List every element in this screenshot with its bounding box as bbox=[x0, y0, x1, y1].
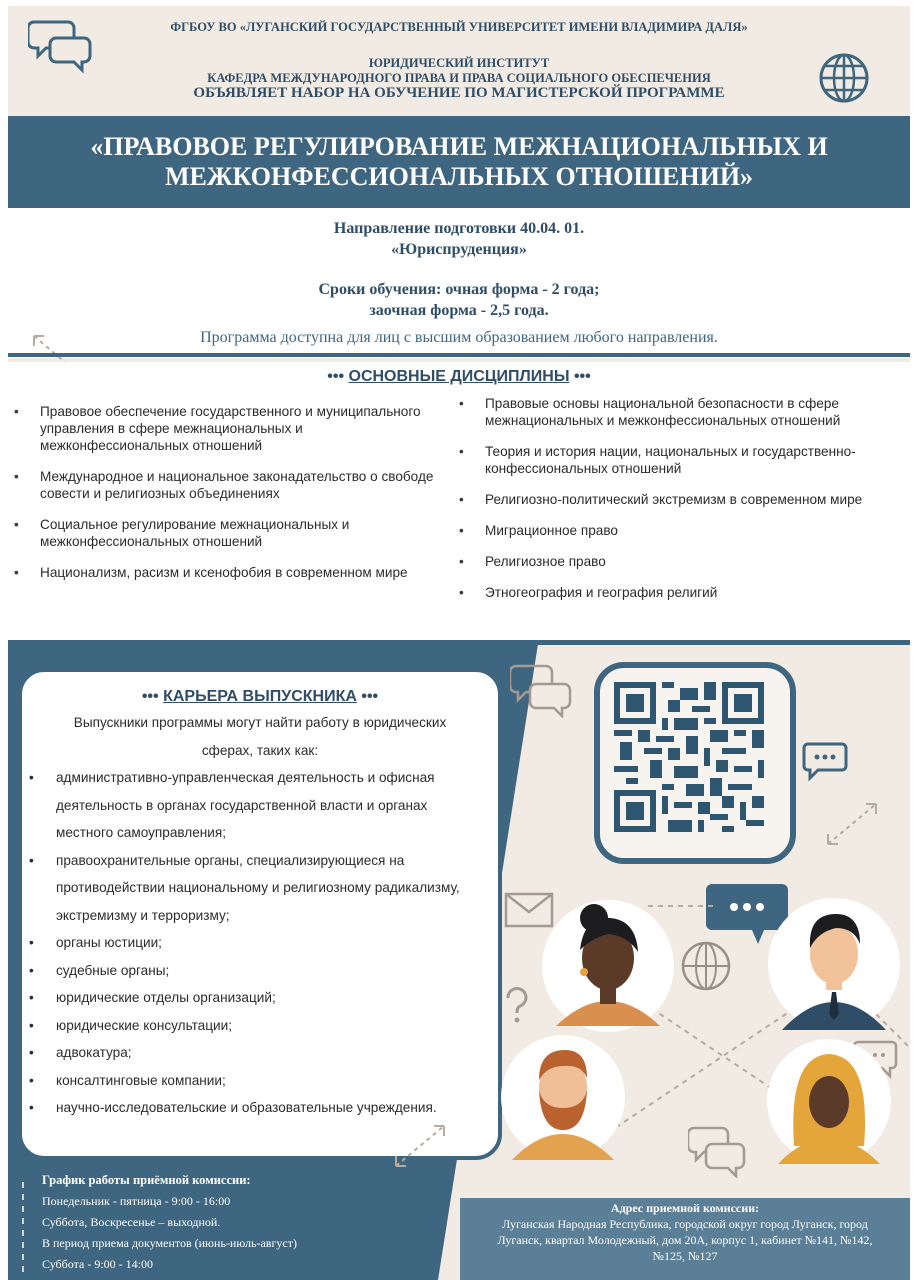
poster bbox=[8, 6, 910, 1280]
double-arrow-icon bbox=[824, 800, 880, 848]
dashed-marker bbox=[20, 1182, 26, 1272]
list-item: • правоохранительные органы, специализирующиеся на противодействии национальному и религиозному радикализму, экстремизму и терроризму; bbox=[26, 847, 476, 930]
career-title: ••• КАРЬЕРА ВЫПУСКНИКА ••• bbox=[141, 688, 379, 705]
person-hijab-woman-avatar bbox=[764, 1036, 894, 1166]
list-item: • адвокатура; bbox=[26, 1039, 476, 1067]
divider-top bbox=[8, 353, 910, 357]
program-title bbox=[8, 116, 910, 208]
career-intro-line2: сферах, таких как: bbox=[201, 742, 319, 758]
address-block bbox=[460, 1198, 910, 1280]
disciplines-title: ••• ОСНОВНЫЕ ДИСЦИПЛИНЫ ••• bbox=[327, 368, 591, 385]
direction-line1: Направление подготовки 40.04. 01. bbox=[333, 220, 585, 237]
list-item: • Международное и национальное законадательство о свободе совести и религиозных объединениях bbox=[10, 468, 450, 502]
program-title-line2: МЕЖКОНФЕССИОНАЛЬНЫХ ОТНОШЕНИЙ» bbox=[164, 162, 754, 191]
ellipsis-bubble-icon bbox=[802, 740, 848, 782]
program-title-line1: «ПРАВОВОЕ РЕГУЛИРОВАНИЕ МЕЖНАЦИОНАЛЬНЫХ И bbox=[90, 132, 828, 161]
person-bearded-man-avatar bbox=[498, 1032, 628, 1162]
list-item: • Правовое обеспечение государственного и муниципального управления в сфере межнациональных и межконфессиональных отношений bbox=[10, 403, 450, 454]
list-item: • юридические отделы организаций; bbox=[26, 984, 476, 1012]
schedule-weekdays: Понедельник - пятница - 9:00 - 16:00 bbox=[42, 1194, 231, 1208]
list-item: • Теория и история нации, национальных и государственно-конфессиональных отношений bbox=[455, 443, 910, 477]
career-list bbox=[26, 764, 476, 1122]
announce-text: ОБЪЯВЛЯЕТ НАБОР НА ОБУЧЕНИЕ ПО МАГИСТЕРСКОЙ ПРОГРАММЕ bbox=[193, 85, 725, 101]
chat-bubbles-icon bbox=[510, 662, 574, 718]
address-line3: №125, №127 bbox=[652, 1249, 718, 1263]
schedule-period: В период приема документов (июнь-июль-август) bbox=[42, 1236, 297, 1250]
career-intro-line1: Выпускники программы могут найти работу в юридических bbox=[73, 715, 447, 730]
person-woman-avatar bbox=[538, 896, 678, 1036]
schedule-weekend: Суббота, Воскресенье – выходной. bbox=[42, 1215, 221, 1229]
terms-line2: заочная форма - 2,5 года. bbox=[369, 302, 549, 319]
availability-text: Программа доступна для лиц с высшим образованием любого направления. bbox=[200, 329, 718, 346]
schedule-title: График работы приёмной комиссии: bbox=[42, 1173, 251, 1187]
list-item: • Миграционное право bbox=[455, 522, 910, 539]
list-item: • административно-управленческая деятельность и офисная деятельность в органах государственной власти и органах местного самоуправления; bbox=[26, 764, 476, 847]
address-title: Адрес приемной комиссии: bbox=[610, 1201, 760, 1215]
address-line2: Луганск, квартал Молодежный, дом 20А, корпус 1, кабинет №141, №142, bbox=[497, 1233, 873, 1247]
schedule-saturday: Суббота - 9:00 - 14:00 bbox=[42, 1257, 153, 1271]
address-line1: Луганская Народная Республика, городской округ город Луганск, город bbox=[502, 1217, 868, 1231]
qr-code bbox=[614, 682, 764, 832]
terms-line1: Сроки обучения: очная форма - 2 года; bbox=[318, 281, 600, 298]
direction-line2: «Юриспруденция» bbox=[391, 241, 527, 258]
program-info bbox=[8, 208, 910, 358]
list-item: • Этногеография и география религий bbox=[455, 584, 910, 601]
list-item: • Социальное регулирование межнациональных и межконфессиональных отношений bbox=[10, 516, 450, 550]
list-item: • консалтинговые компании; bbox=[26, 1067, 476, 1095]
list-item: • Национализм, расизм и ксенофобия в современном мире bbox=[10, 564, 450, 581]
list-item: • Религиозное право bbox=[455, 553, 910, 570]
list-item: • органы юстиции; bbox=[26, 929, 476, 957]
list-item: • судебные органы; bbox=[26, 957, 476, 985]
university-name: ФГБОУ ВО «ЛУГАНСКИЙ ГОСУДАРСТВЕННЫЙ УНИВЕРСИТЕТ ИМЕНИ ВЛАДИМИРА ДАЛЯ» bbox=[170, 20, 748, 34]
disciplines-right-list bbox=[455, 395, 910, 615]
department-name: КАФЕДРА МЕЖДУНАРОДНОГО ПРАВА И ПРАВА СОЦИАЛЬНОГО ОБЕСПЕЧЕНИЯ bbox=[207, 71, 711, 85]
list-item: • юридические консультации; bbox=[26, 1012, 476, 1040]
list-item: • Религиозно-политический экстремизм в современном мире bbox=[455, 491, 910, 508]
list-item: • научно-исследовательские и образовательные учреждения. bbox=[26, 1094, 476, 1122]
double-arrow-icon bbox=[392, 1122, 448, 1170]
schedule-block bbox=[42, 1170, 297, 1275]
institute-name: ЮРИДИЧЕСКИЙ ИНСТИТУТ bbox=[368, 56, 550, 70]
disciplines-left-list bbox=[10, 403, 450, 595]
list-item: • Правовые основы национальной безопасности в сфере межнациональных и межконфессиональных отношений bbox=[455, 395, 910, 429]
person-man-suit-avatar bbox=[764, 894, 904, 1034]
